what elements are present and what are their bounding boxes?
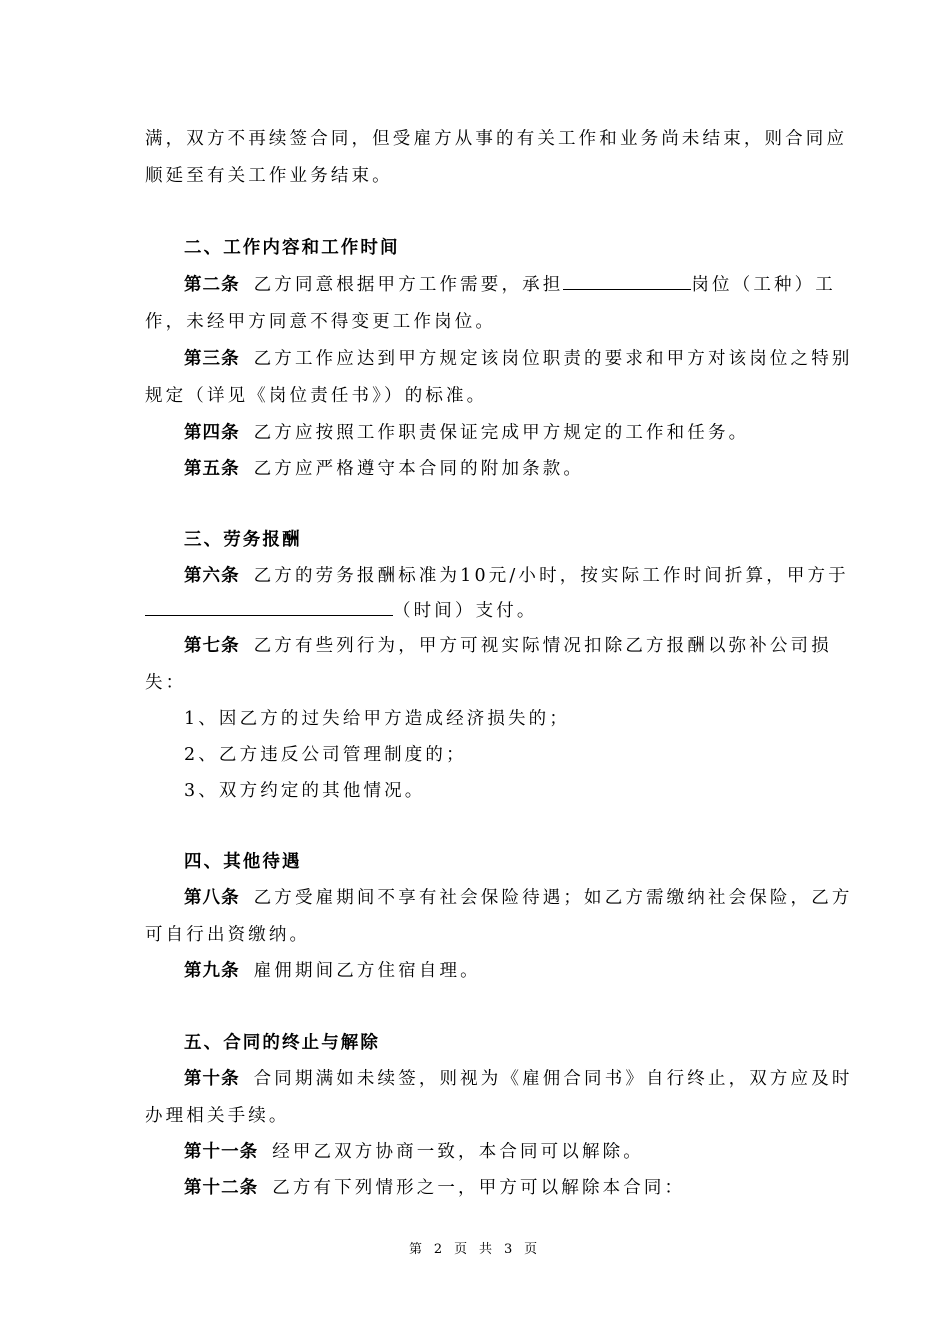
text: 满，双方不再续签合同，但受雇方从事的有关工作和业务尚未结束，则合同应 bbox=[145, 129, 848, 149]
paragraph-line bbox=[145, 923, 310, 947]
page-number-footer: 第 2 页 共 3 页 bbox=[408, 1242, 542, 1257]
text: （时间）支付。 bbox=[393, 601, 538, 621]
text: 乙方有下列情形之一，甲方可以解除本合同： bbox=[272, 1178, 686, 1198]
text: 可自行出资缴纳。 bbox=[145, 925, 311, 945]
text: 岗位（工种）工 bbox=[691, 275, 836, 295]
article-label: 第三条 bbox=[184, 349, 240, 369]
paragraph-line bbox=[145, 1104, 290, 1128]
text: 乙方工作应达到甲方规定该岗位职责的要求和甲方对该岗位之特别 bbox=[253, 349, 853, 369]
text: 乙方同意根据甲方工作需要，承担 bbox=[253, 275, 564, 295]
text: 顺延至有关工作业务结束。 bbox=[145, 166, 393, 186]
section-heading-2: 二、工作内容和工作时间 bbox=[184, 238, 400, 258]
article-4 bbox=[184, 421, 749, 445]
text: 乙方有些列行为，甲方可视实际情况扣除乙方报酬以弥补公司损 bbox=[253, 636, 832, 656]
article-label: 第九条 bbox=[184, 961, 240, 981]
section-heading-5: 五、合同的终止与解除 bbox=[184, 1033, 380, 1053]
text: 雇佣期间乙方住宿自理。 bbox=[253, 961, 481, 981]
article-6 bbox=[184, 564, 849, 588]
paragraph-line bbox=[145, 671, 186, 695]
text: 规定（详见《岗位责任书》）的标准。 bbox=[145, 386, 488, 406]
list-item: 1、因乙方的过失给甲方造成经济损失的； bbox=[184, 709, 570, 729]
paragraph-line bbox=[145, 599, 538, 623]
article-10 bbox=[184, 1067, 853, 1091]
section-heading-4: 四、其他待遇 bbox=[184, 852, 302, 872]
article-7 bbox=[184, 634, 832, 658]
list-item: 2、乙方违反公司管理制度的； bbox=[184, 745, 467, 765]
article-9 bbox=[184, 959, 481, 983]
article-12 bbox=[184, 1176, 685, 1200]
text: 乙方的劳务报酬标准为10元/小时，按实际工作时间折算，甲方于 bbox=[253, 566, 849, 586]
list-item: 3、双方约定的其他情况。 bbox=[184, 781, 426, 801]
article-label: 第十条 bbox=[184, 1069, 240, 1089]
text: 经甲乙双方协商一致，本合同可以解除。 bbox=[272, 1142, 644, 1162]
article-label: 第六条 bbox=[184, 566, 240, 586]
text: 乙方受雇期间不享有社会保险待遇；如乙方需缴纳社会保险，乙方 bbox=[253, 888, 853, 908]
section-heading-3: 三、劳务报酬 bbox=[184, 530, 302, 550]
fill-in-blank[interactable] bbox=[563, 273, 691, 290]
article-8 bbox=[184, 886, 853, 910]
text: 合同期满如未续签，则视为《雇佣合同书》自行终止，双方应及时 bbox=[253, 1069, 853, 1089]
article-label: 第七条 bbox=[184, 636, 240, 656]
article-label: 第十二条 bbox=[184, 1178, 259, 1198]
text: 乙方应按照工作职责保证完成甲方规定的工作和任务。 bbox=[253, 423, 750, 443]
article-label: 第八条 bbox=[184, 888, 240, 908]
paragraph-line bbox=[145, 127, 847, 151]
article-5 bbox=[184, 457, 584, 481]
article-label: 第二条 bbox=[184, 275, 240, 295]
article-11 bbox=[184, 1140, 644, 1164]
article-3 bbox=[184, 347, 853, 371]
text: 失： bbox=[145, 673, 187, 693]
fill-in-blank[interactable] bbox=[145, 599, 393, 616]
article-label: 第十一条 bbox=[184, 1142, 259, 1162]
text: 乙方应严格遵守本合同的附加条款。 bbox=[253, 459, 585, 479]
paragraph-line bbox=[145, 164, 393, 188]
paragraph-line bbox=[145, 310, 496, 334]
article-label: 第五条 bbox=[184, 459, 240, 479]
text: 办理相关手续。 bbox=[145, 1106, 290, 1126]
article-label: 第四条 bbox=[184, 423, 240, 443]
text: 作，未经甲方同意不得变更工作岗位。 bbox=[145, 312, 497, 332]
paragraph-line bbox=[145, 384, 487, 408]
article-2 bbox=[184, 273, 836, 297]
